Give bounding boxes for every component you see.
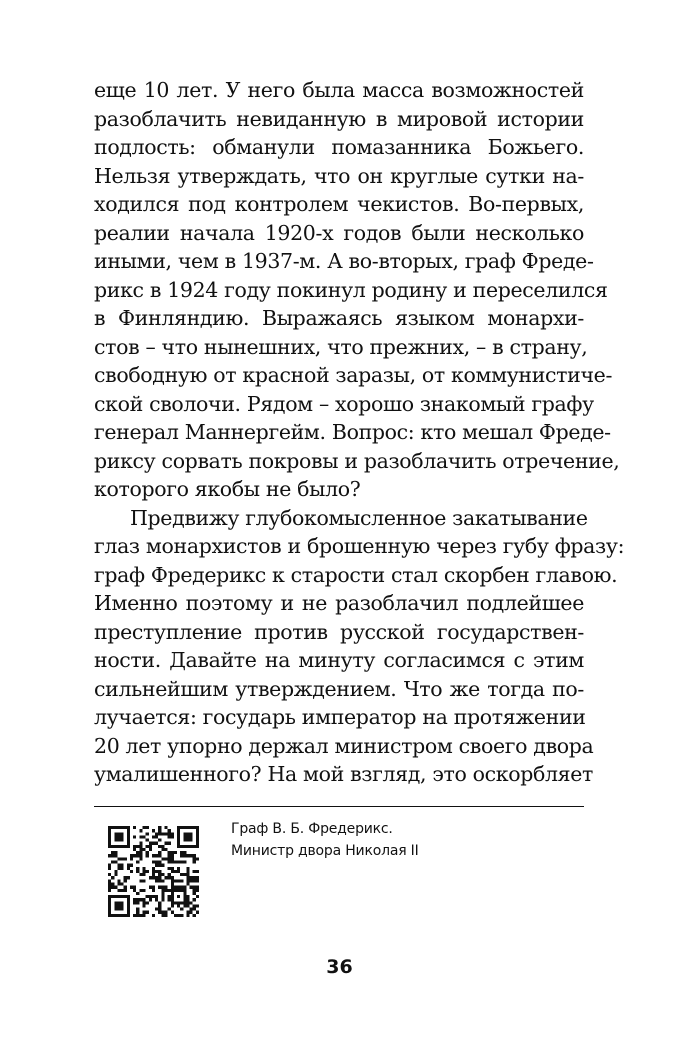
text-line: риксу сорвать покровы и разоблачить отречение,: [94, 448, 620, 473]
text-line: подлость: обманули помазанника Божьего.: [94, 135, 584, 159]
page-number: 36: [326, 956, 353, 978]
text-line: ской сволочи. Рядом – хорошо знакомый графу: [94, 391, 594, 416]
text-line: лучается: государь император на протяжении: [94, 705, 586, 729]
paragraph-first-line: Предвижу глубокомысленное закатывание: [130, 505, 588, 530]
text-line: рикс в 1924 году покинул родину и переселился: [94, 277, 608, 302]
text-line: реалии начала 1920-х годов были несколько: [94, 220, 584, 245]
text-line: разоблачить невиданную в мировой истории: [94, 106, 584, 131]
text-line: граф Фредерикс к старости стал скорбен главою.: [94, 562, 618, 587]
text-line: Нельзя утверждать, что он круглые сутки на-: [94, 163, 584, 188]
text-line: стов – что нынешних, что прежних, – в страну,: [94, 334, 588, 359]
body-text: [94, 76, 625, 789]
footnote-divider: [94, 806, 584, 807]
footnote-caption: [231, 818, 419, 862]
text-line: ходился под контролем чекистов. Во-первых,: [94, 192, 584, 216]
text-line: Именно поэтому и не разоблачил подлейшее: [94, 591, 584, 615]
text-line: умалишенного? На мой взгляд, это оскорбляет: [94, 762, 594, 786]
paragraph-last-line: которого якобы не было?: [94, 477, 361, 501]
text-line: генерал Маннергейм. Вопрос: кто мешал Фреде-: [94, 420, 611, 444]
text-line: преступление против русской государствен-: [94, 619, 584, 644]
text-line: глаз монархистов и брошенную через губу фразу:: [94, 534, 625, 558]
text-line: свободную от красной заразы, от коммунистиче-: [94, 363, 613, 387]
caption-subtitle: Министр двора Николая II: [231, 843, 419, 859]
qr-code-icon[interactable]: [108, 826, 199, 917]
text-line: в Финляндию. Выражаясь языком монархи-: [94, 306, 584, 330]
text-line: сильнейшим утверждением. Что же тогда по-: [94, 676, 584, 701]
text-line: ности. Давайте на минуту согласимся с этим: [94, 648, 584, 672]
text-line: 20 лет упорно держал министром своего двора: [94, 733, 594, 758]
text-line: иными, чем в 1937-м. А во-вторых, граф Фреде-: [94, 249, 594, 273]
text-line: еще 10 лет. У него была масса возможностей: [94, 78, 584, 102]
caption-title: Граф В. Б. Фредерикс.: [231, 821, 393, 837]
